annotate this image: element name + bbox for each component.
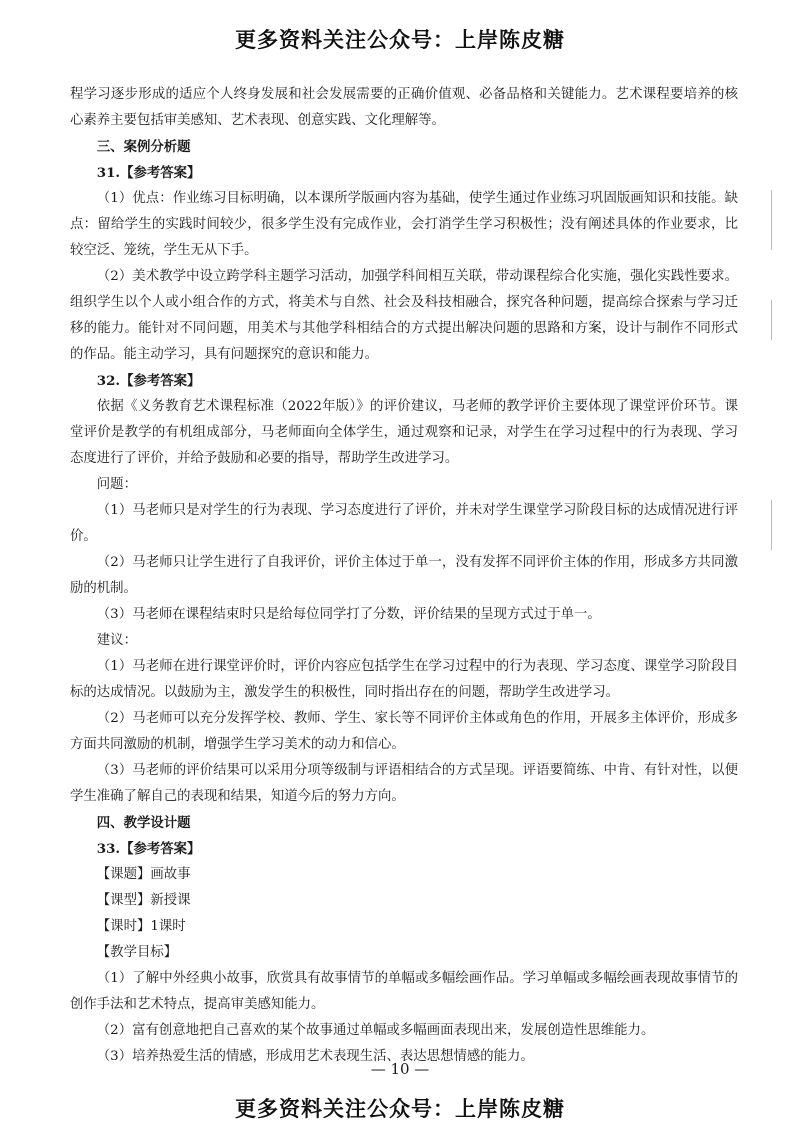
paragraph: 【课题】画故事: [96, 867, 191, 882]
paragraph: 【课时】1课时: [96, 919, 186, 934]
section-heading: 四、教学设计题: [96, 815, 191, 831]
paragraph: （2）富有创意地把自己喜欢的某个故事通过单幅或多幅画面表现出来，发展创造性思维能力。: [96, 1023, 655, 1038]
paragraph: 程学习逐步形成的适应个人终身发展和社会发展需要的正确价值观、必备品格和关键能力。艺术课程要培养的核心素养主要包括审美感知、艺术表现、创意实践、文化理解等。: [70, 87, 738, 128]
footer-banner: 更多资料关注公众号：上岸陈皮糖: [235, 1097, 565, 1121]
scan-edge-mark: [771, 500, 772, 550]
paragraph: （2）马老师只让学生进行了自我评价，评价主体过于单一，没有发挥不同评价主体的作用，形成多方共同激励的机制。: [70, 555, 738, 596]
paragraph: （3）马老师在课程结束时只是给每位同学打了分数，评价结果的呈现方式过于单一。: [96, 607, 601, 622]
scan-edge-mark: [771, 190, 772, 250]
answer-label: 32.【参考答案】: [96, 373, 201, 389]
page-number: — 10 —: [370, 1060, 430, 1078]
paragraph: （3）培养热爱生活的情感，形成用艺术表现生活、表达思想情感的能力。: [96, 1049, 534, 1064]
paragraph: 建议：: [96, 633, 137, 648]
paragraph: （1）了解中外经典小故事，欣赏具有故事情节的单幅或多幅绘画作品。学习单幅或多幅绘画表现故事情节的创作手法和艺术特点，提高审美感知能力。: [70, 971, 738, 1012]
paragraph: （2）马老师可以充分发挥学校、教师、学生、家长等不同评价主体或角色的作用，开展多主体评价，形成多方面共同激励的机制，增强学生学习美术的动力和信心。: [70, 711, 738, 752]
document-body: [70, 82, 738, 1070]
header-banner: 更多资料关注公众号：上岸陈皮糖: [235, 28, 565, 52]
paragraph: （1）优点：作业练习目标明确，以本课所学版画内容为基础，使学生通过作业练习巩固版画知识和技能。缺点：留给学生的实践时间较少，很多学生没有完成作业，会打消学生学习积极性；没有阐述具体的作业要求，比较空泛、笼统，学生无从下手。: [70, 191, 738, 258]
answer-label: 31.【参考答案】: [96, 165, 201, 181]
paragraph: （2）美术教学中设立跨学科主题学习活动，加强学科间相互关联，带动课程综合化实施，强化实践性要求。组织学生以个人或小组合作的方式，将美术与自然、社会及科技相融合，探究各种问题，提高综合探索与学习迁移的能力。能针对不同问题，用美术与其他学科相结合的方式提出解决问题的思路和方案，设计与制作不同形式的作品。能主动学习，具有问题探究的意识和能力。: [70, 269, 738, 362]
paragraph: 【教学目标】: [96, 945, 178, 960]
paragraph: （1）马老师只是对学生的行为表现、学习态度进行了评价，并未对学生课堂学习阶段目标的达成情况进行评价。: [70, 503, 738, 544]
answer-label: 33.【参考答案】: [96, 841, 201, 857]
paragraph: （3）马老师的评价结果可以采用分项等级制与评语相结合的方式呈现。评语要简练、中肯、有针对性，以便学生准确了解自己的表现和结果，知道今后的努力方向。: [70, 763, 738, 804]
scan-edge-mark: [771, 300, 772, 340]
paragraph: 【课型】新授课: [96, 893, 191, 908]
paragraph: （1）马老师在进行课堂评价时，评价内容应包括学生在学习过程中的行为表现、学习态度、课堂学习阶段目标的达成情况。以鼓励为主，激发学生的积极性，同时指出存在的问题，帮助学生改进学习。: [70, 659, 738, 700]
paragraph: 依据《义务教育艺术课程标准（2022年版）》的评价建议，马老师的教学评价主要体现了课堂评价环节。课堂评价是教学的有机组成部分，马老师面向全体学生，通过观察和记录，对学生在学习过程中的行为表现、学习态度进行了评价，并给予鼓励和必要的指导，帮助学生改进学习。: [70, 399, 738, 466]
paragraph: 问题：: [96, 477, 137, 492]
section-heading: 三、案例分析题: [96, 139, 191, 155]
